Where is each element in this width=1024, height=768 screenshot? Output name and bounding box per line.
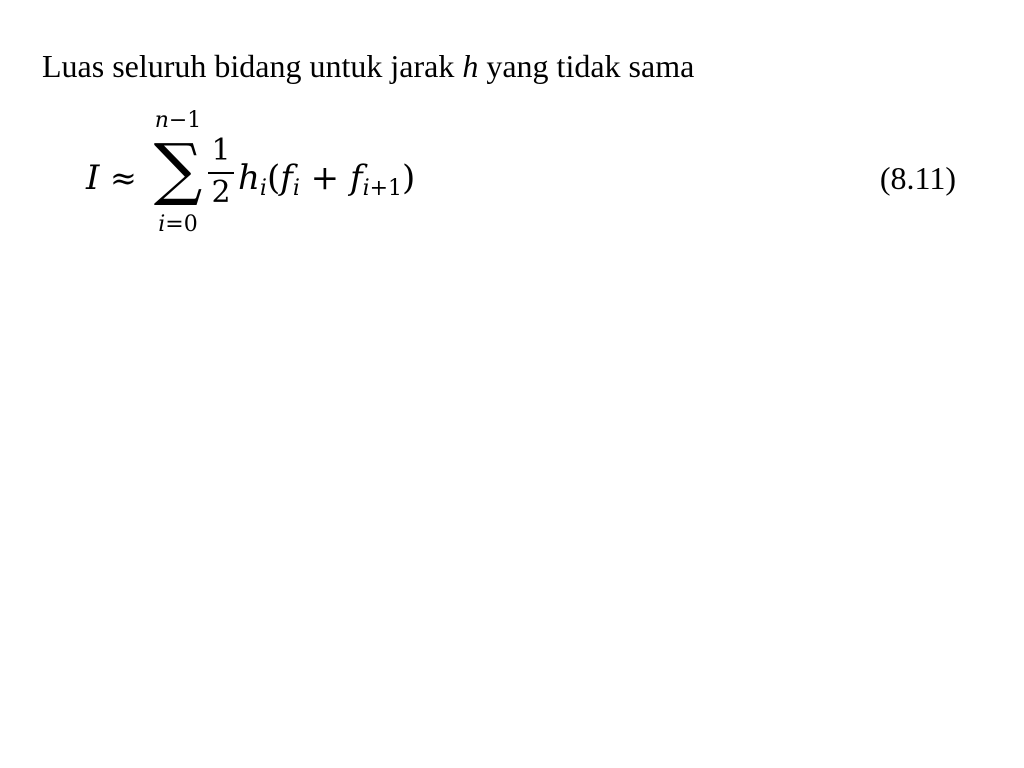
term-f2-subscript-rest: +1 xyxy=(369,176,403,201)
intro-variable-h: h xyxy=(462,48,479,84)
open-paren: ( xyxy=(266,158,281,198)
term-f1: f xyxy=(280,158,293,198)
term-h-subscript: i xyxy=(259,176,267,201)
intro-text xyxy=(42,44,694,88)
sum-upper-rest: −1 xyxy=(168,108,202,133)
sum-upper-var: n xyxy=(154,108,169,133)
intro-text-before: Luas seluruh bidang untuk jarak xyxy=(42,48,463,84)
approx-symbol: ≈ xyxy=(110,159,137,197)
equation-body xyxy=(238,158,416,201)
sigma-symbol: ∑ xyxy=(153,130,203,209)
fraction-denominator: 2 xyxy=(211,175,231,210)
sum-lower-var: i xyxy=(158,212,166,237)
trapezoid-equation xyxy=(86,108,486,248)
fraction-bar xyxy=(208,172,234,174)
term-h: h xyxy=(238,158,260,198)
term-f2-subscript-var: i xyxy=(362,176,370,201)
summation xyxy=(148,108,208,248)
fraction-one-half xyxy=(208,130,234,214)
sum-lower-limit xyxy=(148,212,208,238)
intro-text-after: yang tidak sama xyxy=(478,48,695,84)
equation-number: (8.11) xyxy=(879,160,956,196)
equation-lhs: I xyxy=(86,158,100,198)
term-f1-subscript: i xyxy=(292,176,300,201)
fraction-numerator: 1 xyxy=(211,133,231,168)
close-paren: ) xyxy=(402,158,416,198)
term-f2: f xyxy=(349,158,363,198)
plus-sign: + xyxy=(299,158,350,198)
sum-lower-rest: =0 xyxy=(165,212,198,237)
